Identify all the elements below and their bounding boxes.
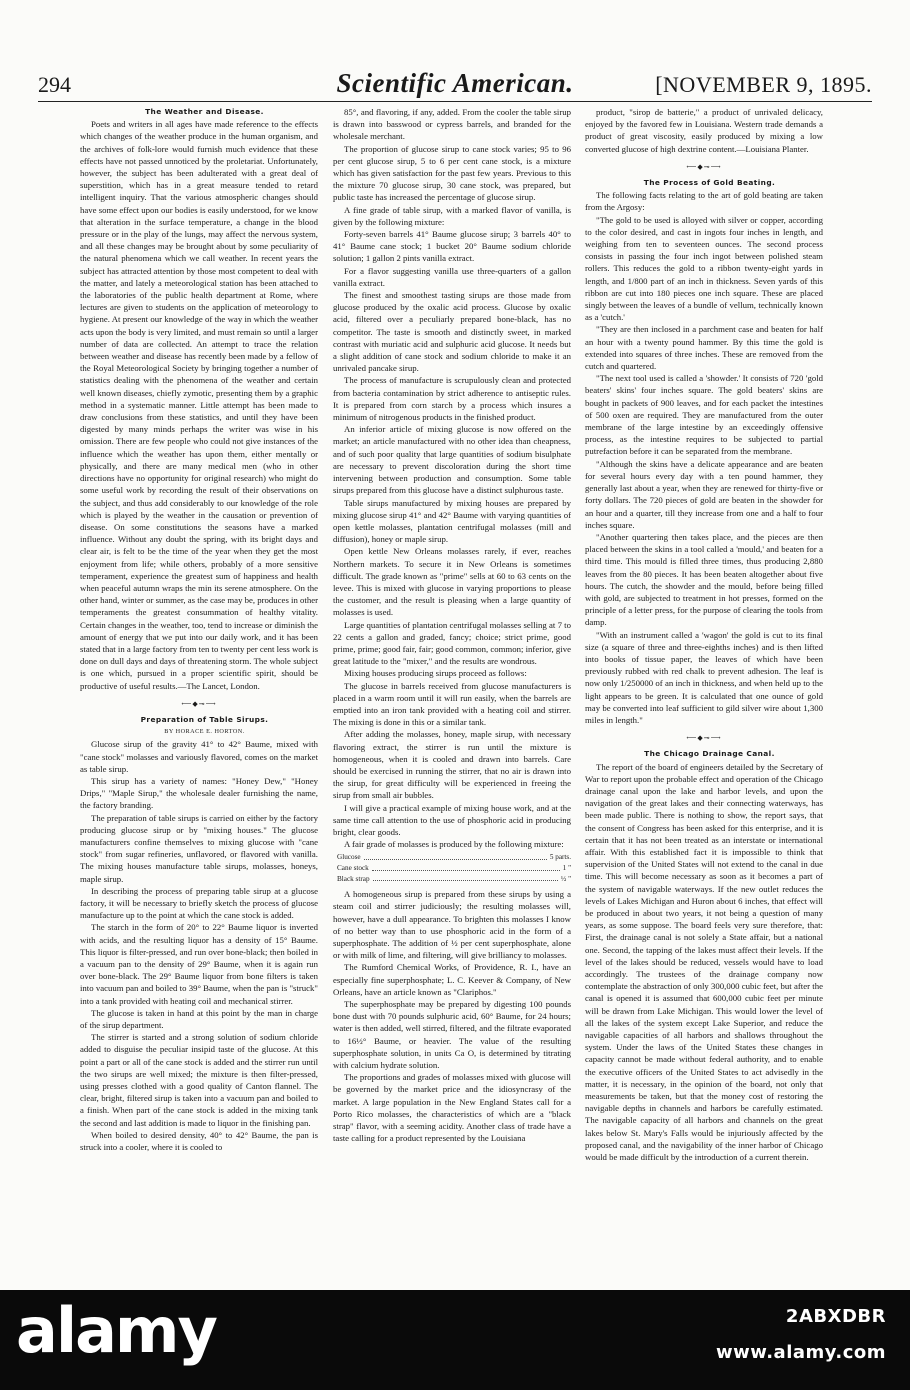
paragraph: The proportions and grades of molasses mixed with glucose will be governed by the market price and the idiosyncrasy of the market. A large population in the New England States call for a Porto Rico molasses, the characteristics of which are a "black strap" flavor, with a seeming acidity. Another class of trade have a taste calling for a product represented by the Louisiana <box>333 1072 571 1144</box>
paragraph: 85°, and flavoring, if any, added. From the cooler the table sirup is drawn into basswood or cypress barrels, and branded for the wholesale merchant. <box>333 107 571 142</box>
recipe-list <box>333 852 571 884</box>
page-number: 294 <box>38 72 71 97</box>
paragraph: The starch in the form of 20° to 22° Baume liquor is inverted with acids, and the resulting liquor has a density of 15° Baume. This liquor is filter-pressed, and run over bone-black; then boiled in a vacuum pan to the density of 29° Baume, when it is again run over bone-black. The 29° Baume liquor from bone filters is taken into vacuum pan and boiled to 39° Baume, when the pan is "struck" into a tank provided with heating coil and mechanical stirrer. <box>80 922 318 1006</box>
article-title-gold: The Process of Gold Beating. <box>643 178 776 188</box>
article-body-gold <box>585 189 823 726</box>
paragraph: After adding the molasses, honey, maple sirup, with necessary flavoring extract, the stirrer is run until the mixture is homogeneous, when it is cooled and drawn into barrels. Care should be exercised in running the stirrer, that no air is drawn into the sirup, for great difficulty will be experienced in freeing the sirup from small air bubbles. <box>333 729 571 801</box>
paragraph: Mixing houses producing sirups proceed as follows: <box>344 668 527 679</box>
article-body-weather <box>80 118 318 692</box>
paragraph: The process of manufacture is scrupulously clean and protected from bacteria contamination by strict adherence to antiseptic rules. It is prepared from corn starch by a process which insures a minimum of nitrogenous products in the finished product. <box>333 375 571 423</box>
masthead: Scientific American. <box>336 68 574 98</box>
issue-date: [NOVEMBER 9, 1895. <box>655 72 872 97</box>
page-header <box>38 70 872 100</box>
paragraph: A fair grade of molasses is produced by the following mixture: <box>344 839 564 850</box>
paragraph: "The next tool used is called a 'showder.' It consists of 720 'gold beaters' skins' four inches square. The gold beaters' skins are bought in packets of 900 leaves, and for each packet the intestines of 500 oxen are required. They are manufactured from the outer membrane of the large intestine by an exceedingly offensive process, as the intestine requires to be subjected to partial putrefaction before it can be separated from the membrane. <box>585 373 823 457</box>
paragraph: Poets and writers in all ages have made reference to the effects which changes of the weather produce in the human organism, and the archives of folk-lore would furnish much evidence that these effects have not passed unnoticed by the proletariat. Unfortunately, however, the subject has been adulterated with a great deal of superstition, which has in a great measure tended to retard intelligent inquiry. That the various atmospheric changes should have some effect upon our bodies is easily understood, for we know that alteration in the surface temperature, a change in the blood pressure or in the play of the lungs, may affect the nervous system, and all these changes may be brought about by some peculiarity of the natural phenomena which we call weather. In recent years the subject has attracted attention by those most competent to deal with the matter, and lately a meteorological station has been attached to the laboratories of the public health department at Rome, where lectures are given to students on the application of meteorology to hygiene. At present our knowledge of the way in which the weather acts upon the body is very limited, and must remain so until a larger number of data are collected. An attempt to trace the relation between weather and disease has recently been made by a fellow of the Royal Meteorological Society by bringing together a number of statistics dealing with the phenomena of the weather and certain well known diseases, chiefly zymotic, presenting them by a graphic method in a systematic manner. Little attempt has been made to draw conclusions from these statistics, and until they have been digested by many minds perhaps the writer was wise in his omission. There are few people who could not give instances of the influence which the weather has upon them, either mentally or physically, and there are many medical men (who in other directions have no opportunity for original research) who might do some useful work by recording the result of their observations on the subject, and thus add considerably to our knowledge of the role which is played by the weather in the causation or prevention of disease. On some constitutions the seasons have a marked influence. Without any doubt the spring, with its bright days and clear air, is felt to be the time of the year when they get the most enjoyment from life; while others, probably of a more sensitive temperament, experience the greatest sum of happiness and health when peaceful autumn wraps the min its serene atmosphere. On the other hand, winter or summer, as the case may be, produces in other temperaments the greatest consummation of healthy vitality. Certain changes in the weather, too, tend to increase or diminish the amount of energy that we put into our daily work, and it has been stated that in a large factory from ten to twenty per cent less work is done on dull days and days of threatening storm. The whole subject is one which, pursued in a proper scientific spirit, should be productive of useful results.—The Lancet, London. <box>80 119 318 691</box>
paragraph: product, "sirop de batterie," a product of unrivaled delicacy, enjoyed by the favored few in Louisiana. Western trade demands a product of great viscosity, easily produced by mixing a low converted glucose of high dextrine content.—Louisiana Planter. <box>585 107 823 154</box>
section-divider: ⟵◆⊸⟶ <box>181 699 217 708</box>
paragraph: The proportion of glucose sirup to cane stock varies; 95 to 96 per cent glucose sirup, 5 to 6 per cent cane stock, is a mixture which has given satisfaction for the past few years. Previous to this the mixture 70 glucose sirup, 30 cane stock, was prepared, but public taste has increased the percentage of glucose sirup. <box>333 143 571 203</box>
article-body-sirups-part-3 <box>333 888 571 1144</box>
recipe-row <box>333 874 571 885</box>
leader-dots <box>364 852 547 860</box>
article-body-sirups-part-4 <box>585 106 823 155</box>
paragraph: The preparation of table sirups is carried on either by the factory producing glucose sirup or by "mixing houses." The glucose manufacturers confine themselves to mixing glucose with "cane stock" from sugar refineries, unflavored, or flavored with vanilla. The mixing houses manufacture table sirups, molasses, honeys, maple sirup. <box>80 812 318 884</box>
watermark-url: www.alamy.com <box>715 1342 886 1363</box>
column-3 <box>585 106 823 1276</box>
recipe-row <box>333 852 571 863</box>
paragraph: A homogeneous sirup is prepared from these sirups by using a steam coil and stirrer judiciously; the resulting molasses will, however, have a dull appearance. To brighten this molasses I know of no better way than to use phosphoric acid in the form of a superphosphate. The addition of ½ per cent superphosphate, alone or with milk of lime, and filtering, will give brilliancy to molasses. <box>333 889 571 961</box>
paragraph: This sirup has a variety of names: "Honey Dew," "Honey Drips," "Maple Sirup," the wholesale dealer furnishing the name, the factory branding. <box>80 775 318 811</box>
paragraph: Open kettle New Orleans molasses rarely, if ever, reaches Northern markets. To secure it in New Orleans is sometimes difficult. The grade known as "prime" sells at 60 to 63 cents on the levee. This is mixed with glucose in varying proportions to please the customer, and the result is pleasing when a large quantity of molasses is used. <box>333 546 571 618</box>
paragraph: The glucose in barrels received from glucose manufacturers is placed in a warm room until it will run easily, when the barrels are emptied into an iron tank provided with a heating coil and stirrer. The mixing is done in this or a similar tank. <box>333 680 571 728</box>
recipe-row <box>333 863 571 874</box>
paragraph: The glucose is taken in hand at this point by the man in charge of the sirup department. <box>80 1007 318 1031</box>
paragraph: I will give a practical example of mixing house work, and at the same time call attention to the use of phosphoric acid in producing bright, clear goods. <box>333 802 571 837</box>
recipe-item: Glucose <box>337 853 361 862</box>
recipe-item: Cane stock <box>337 863 369 872</box>
article-title-weather: The Weather and Disease. <box>145 107 264 116</box>
paragraph: The following facts relating to the art of gold beating are taken from the Argosy: <box>585 190 823 213</box>
paragraph: Forty-seven barrels 41° Baume glucose sirup; 3 barrels 40° to 41° Baume cane stock; 1 bucket 20° Baume sodium chloride solution; 1 gallon 2 pints vanilla extract. <box>333 229 571 264</box>
paragraph: "Although the skins have a delicate appearance and are beaten for several hours every day with a ten pound hammer, they generally last about a year, when they are renewed for thirty-five or forty dollars. The 720 pieces of gold are beaten in the showder for an hour and a quarter, till they increase from one and a half to four inches square. <box>585 458 823 530</box>
watermark-logo: alamy <box>16 1294 216 1367</box>
article-title-sirups: Preparation of Table Sirups. <box>140 714 269 724</box>
paragraph: When boiled to desired density, 40° to 42° Baume, the pan is struck into a cooler, where it is cooled to <box>80 1129 318 1153</box>
paragraph: The report of the board of engineers detailed by the Secretary of War to report upon the probable effect and operation of the Chicago drainage canal upon the lake and harbor levels, and upon the navigation of the great lakes and their connecting waterways, has been made public. There is nothing to show, the report says, that the consent of Congress has been asked for this enterprise, and it is certain that it has not been treated as an interstate or international affair. With this established fact it is impossible to think that supervision of the United States will not extend to the canal in due time. This will become necessary as soon as it becomes a part of the system of navigable waterways. If the new outlet reduces the levels of Lakes Michigan and Huron about 6 inches, that effect will be produced in about two years, it not being a question of many years, as some suppose. The board feels very sure therefore, that: First, the drainage canal is not solely a State affair, but a national one. Second, the tapping of the lakes must affect their levels. If the level of the lakes should be reduced, vessels would have to load accordingly. The trustees of the drainage company now contemplate the abstraction of only 300,000 cubic feet, but after the canal is opened it is assumed that 600,000 cubic feet per minute will be drawn from Lake Michigan. This would lower the level of all the lakes of the system except Lake Superior, and reduce the navigable capacities of all harbors and shallows throughout the system. Under the laws of the United States these changes in capacity cannot be made without federal authority, and to enable the executive officers of the United States to act advisedly in the matter, it is necessary, in the opinion of the board, not only that measurements be taken, but that the money cost of restoring the navigable depths in channels and harbors be carefully estimated. The navigable capacity of all harbors and channels on the great lakes below St. Mary's Falls would be injuriously affected by the proposed canal, and the navigability of the inner harbor of Chicago would be made difficult by the introduction of a current therein. <box>585 761 823 1163</box>
paragraph: "The gold to be used is alloyed with silver or copper, according to the color desired, and cast in ingots four inches in length, and weighing from ten to seventeen ounces. The second process consists in passing the four inch ingot between polished steam rollers. This reduces the gold to a ribbon twenty-eight yards in length, and 1/800 part of an inch in thickness. Seven yards of this ribbon are cut into 180 pieces one inch square. These are placed singly between the leaves of a bundle of vellum, technically known as a 'cutch.' <box>585 214 823 323</box>
column-1 <box>80 106 318 1276</box>
paragraph: In describing the process of preparing table sirup at a glucose factory, it will be necessary to briefly sketch the process of glucose manufacture up to the point at which the cane stock is added. <box>80 885 318 921</box>
article-body-sirups-part-1 <box>80 738 318 1153</box>
recipe-amount: ½ " <box>560 874 571 883</box>
paragraph: Table sirups manufactured by mixing houses are prepared by mixing glucose sirup 41° and 42° Baume with varying quantities of open kettle molasses, plantation centrifugal molasses (mill and diffusion), honey or maple sirup. <box>333 497 571 545</box>
header-rule <box>38 101 872 102</box>
leader-dots <box>373 874 558 882</box>
article-body-canal <box>585 761 823 1164</box>
paragraph: "With an instrument called a 'wagon' the gold is cut to its final size (a square of three and three-eighths inches) and is then lifted into books of tissue paper, the leaves of which have been previously rubbed with red chalk to prevent adhesion. The leaf is now only 1/250000 of an inch in thickness, and when held up to the light appears to be green. It is calculated that one ounce of gold may be converted into leaf sufficient to gild silver wire about 1,300 miles in length." <box>585 629 823 725</box>
watermark-band <box>0 1290 910 1390</box>
article-body-sirups-part-2 <box>333 106 571 850</box>
recipe-amount: 5 parts. <box>549 853 571 862</box>
paragraph: "They are then inclosed in a parchment case and beaten for half an hour with a twenty pound hammer. By this time the gold is extended into squares of three inches. These are removed from the cutch and quartered. <box>585 324 823 372</box>
paragraph: Large quantities of plantation centrifugal molasses selling at 7 to 22 cents a gallon and graded, fancy; choice; strict prime, good prime, prime; good fair, fair; good common, common; inferior, give great latitude to the "mixer," and the results are wondrous. <box>333 619 571 667</box>
paragraph: Glucose sirup of the gravity 41° to 42° Baume, mixed with "cane stock" molasses and variously flavored, comes on the market as table sirup. <box>80 739 318 774</box>
paragraph: The finest and smoothest tasting sirups are those made from glucose produced by the oxalic acid process. Glucose by oxalic acid, filtered over a peculiarly prepared bone-black, has no competitor. The taste is smooth and distinctly sweet, in marked contrast with muriatic acid and sulphuric acid glucose. It needs but a slight addition of cane stock and sodium chloride to make it an unrivaled pancake sirup. <box>333 290 571 374</box>
column-2 <box>333 106 571 1276</box>
article-title-canal: The Chicago Drainage Canal. <box>644 749 775 759</box>
section-divider: ⟵◆⊸⟶ <box>686 162 722 171</box>
paragraph: "Another quartering then takes place, and the pieces are then placed between the skins in a tool called a 'mould,' and beaten for a third time. This mould is filled three times, thus producing 2,880 leaves from the 80 pieces. It has been beaten altogether about five hours. The cutch, the showder and the mould, before being filled with gold, are subjected to treatment in hot presses, formed on the principle of a letter press, for the purpose of clearing the tools from damp. <box>585 531 823 628</box>
recipe-item: Black strap <box>337 874 370 883</box>
leader-dots <box>372 863 560 871</box>
paragraph: For a flavor suggesting vanilla use three-quarters of a gallon vanilla extract. <box>333 265 571 288</box>
paragraph: The stirrer is started and a strong solution of sodium chloride added to disguise the peculiar insipid taste of the glucose. At this point a part or all of the cane stock is added and the stirrer run until the two sirups are well mixed; the mixture is then filter-pressed, using presses clothed with a good quality of Canton flannel. The clear, bright, filtered sirup is taken into a vacuum pan and boiled to a finish. When part of the cane stock is added in the mixing tank the second and last addition is made to liquor in the finishing pan. <box>80 1032 318 1128</box>
paragraph: A fine grade of table sirup, with a marked flavor of vanilla, is given by the following mixture: <box>333 204 571 227</box>
recipe-amount: 1 " <box>562 863 571 872</box>
watermark-image-id: 2ABXDBR <box>785 1306 886 1327</box>
paragraph: The superphosphate may be prepared by digesting 100 pounds bone dust with 70 pounds sulphuric acid, 60° Baume, for 24 hours; water is then added, well stirred, filtered, and the filtrate evaporated to 16½° Baume, or heavier. The value of the resulting superphosphate solution, in units Ca O, is determined by titrating with calcium hydrate solution. <box>333 999 571 1071</box>
paragraph: An inferior article of mixing glucose is now offered on the market; an article manufactured with no other idea than cheapness, and of such poor quality that large quantities of sodium bisulphate are necessary to prevent discoloration during the short time intervening between production and consumption. Some table sirups prepared from this glucose have a distinct sulphurous taste. <box>333 424 571 496</box>
section-divider: ⟵◆⊸⟶ <box>686 734 722 743</box>
paragraph: The Rumford Chemical Works, of Providence, R. I., have an especially fine superphosphate; L. C. Keever & Company, of New Orleans, have an article known as "Clariphos." <box>333 962 571 997</box>
article-byline: BY HORACE E. HORTON. <box>164 728 245 736</box>
